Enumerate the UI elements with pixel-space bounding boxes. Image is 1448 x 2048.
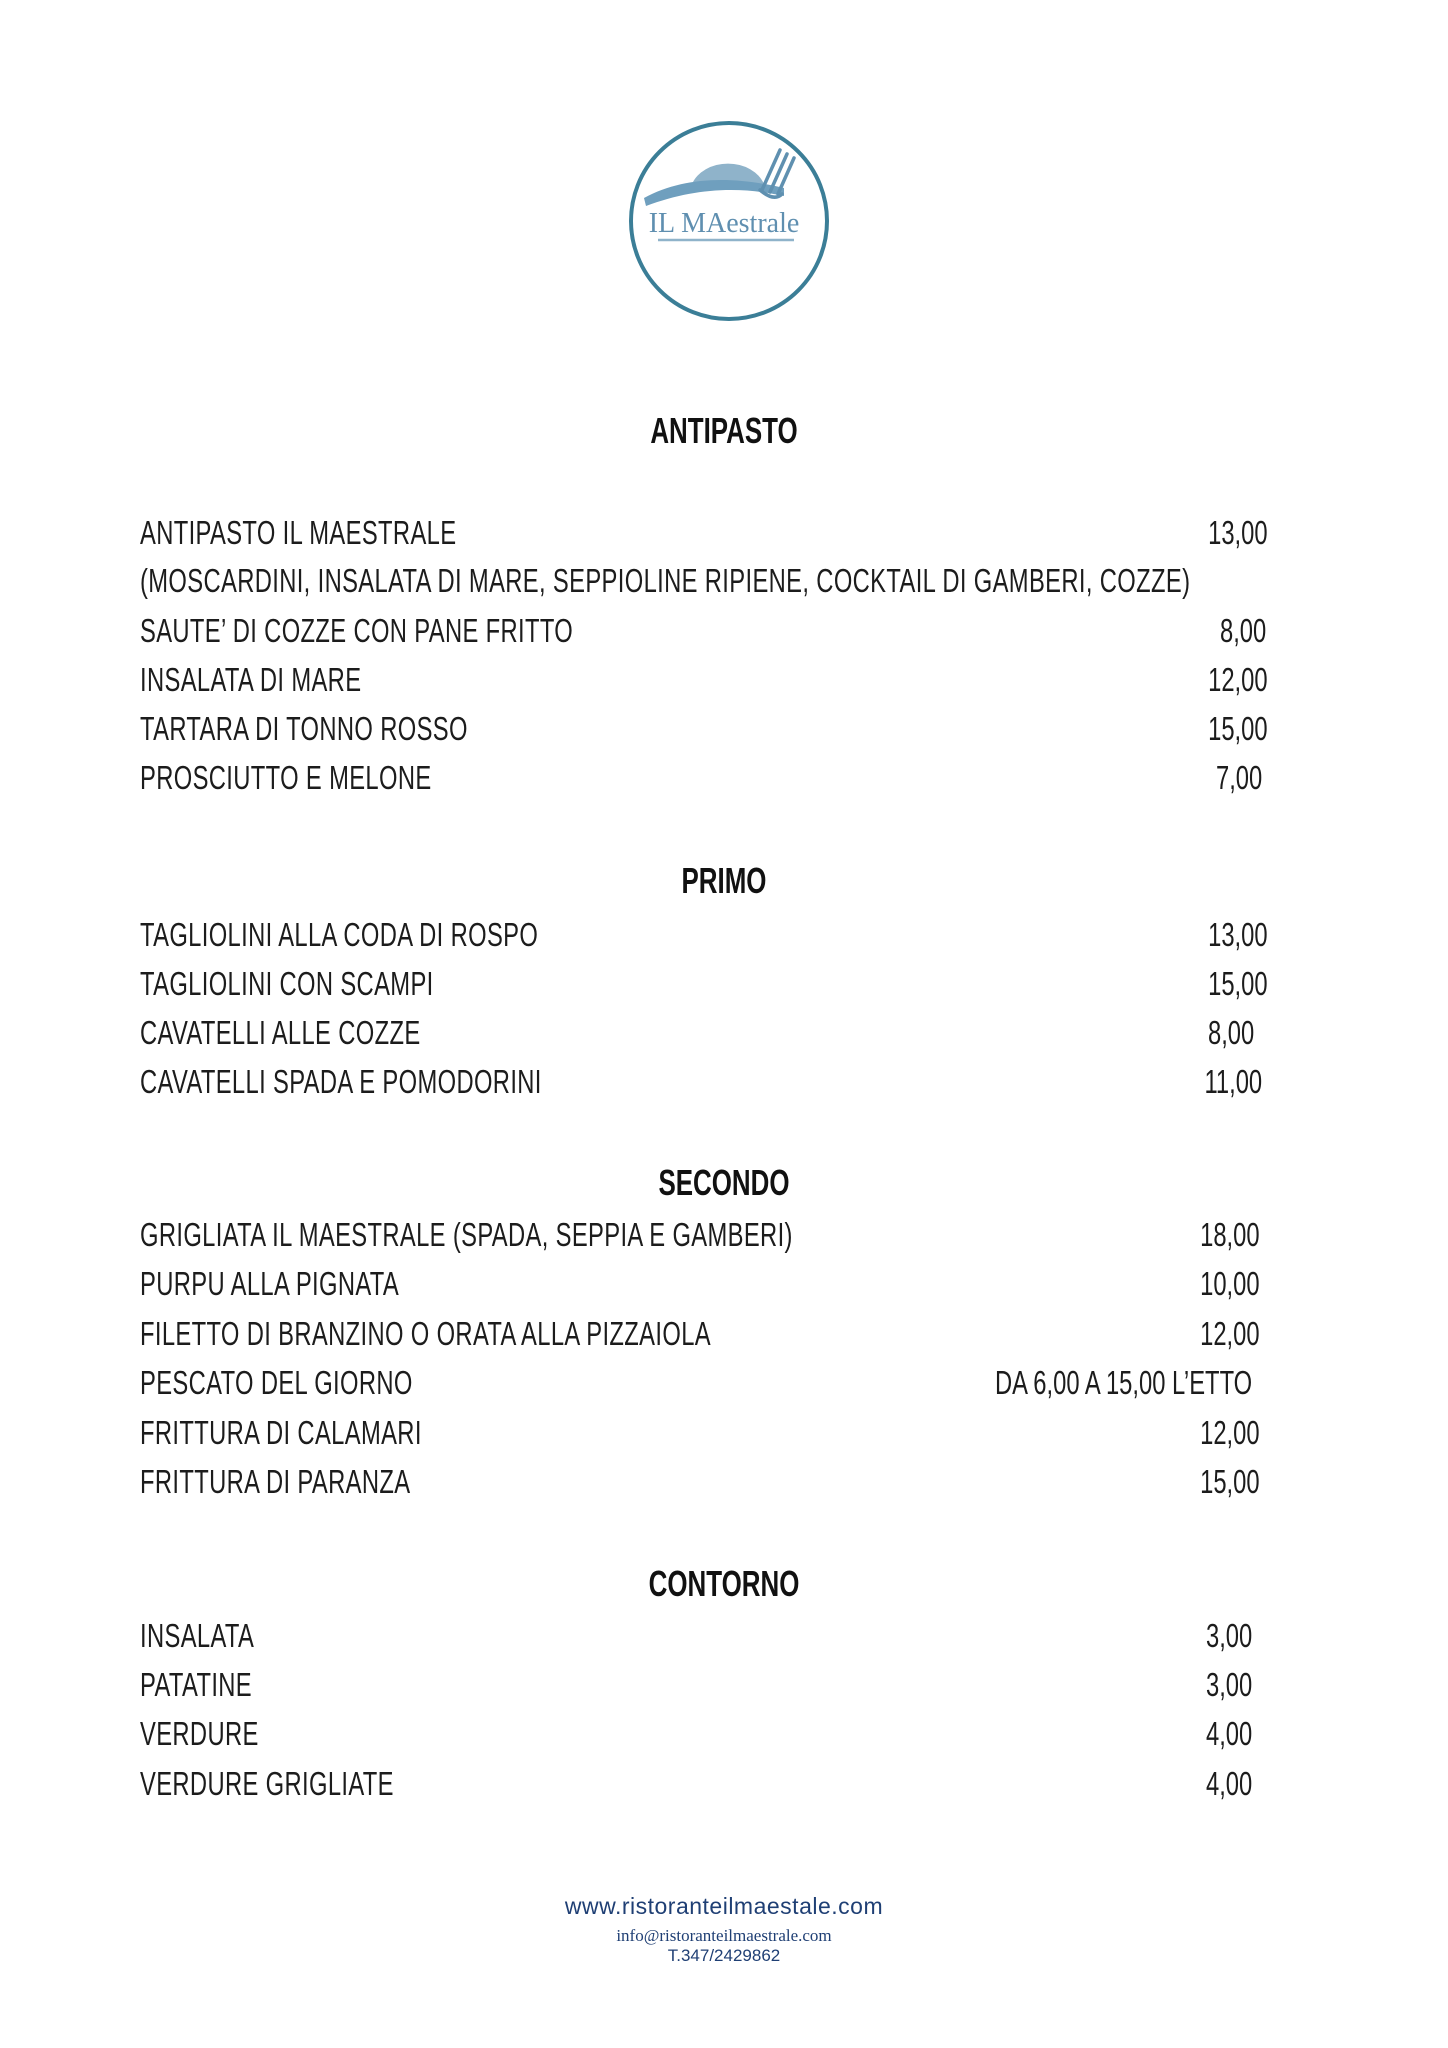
- menu-item-price: 11,00: [1204, 1063, 1262, 1100]
- menu-item-price: 15,00: [1208, 710, 1268, 747]
- menu-item-name: FRITTURA DI CALAMARI: [140, 1414, 422, 1451]
- menu-item-price: 3,00: [1205, 1617, 1252, 1654]
- menu-item: [140, 759, 1340, 807]
- menu-item-name: ANTIPASTO IL MAESTRALE: [140, 514, 457, 551]
- footer: [0, 1893, 1448, 1966]
- menu-item: [140, 1315, 1340, 1363]
- menu-item-price: 12,00: [1200, 1315, 1260, 1352]
- section-title-secondo: SECONDO: [658, 1162, 790, 1203]
- restaurant-logo: [624, 116, 834, 326]
- menu-item-name: TARTARA DI TONNO ROSSO: [140, 710, 468, 747]
- menu-item-name: PROSCIUTTO E MELONE: [140, 759, 432, 796]
- menu-item-price: 8,00: [1207, 1014, 1254, 1051]
- menu-item-name: PESCATO DEL GIORNO: [140, 1364, 413, 1401]
- email-link[interactable]: info@ristoranteilmaestrale.com: [616, 1926, 832, 1945]
- menu-item-name: FRITTURA DI PARANZA: [140, 1463, 411, 1500]
- menu-item: [140, 1063, 1340, 1111]
- menu-item-name: PATATINE: [140, 1666, 253, 1703]
- menu-item: [140, 612, 1340, 660]
- menu-item: [140, 661, 1340, 709]
- menu-item-price: 3,00: [1205, 1666, 1252, 1703]
- website-link[interactable]: www.ristoranteilmaestale.com: [564, 1893, 884, 1919]
- menu-item: [140, 514, 1340, 562]
- menu-item-name: CAVATELLI SPADA E POMODORINI: [140, 1063, 542, 1100]
- menu-item: [140, 1414, 1340, 1462]
- section-title-primo: PRIMO: [681, 860, 767, 901]
- menu-item: [140, 1765, 1340, 1813]
- menu-item-price: 18,00: [1200, 1216, 1260, 1253]
- menu-item-price: DA 6,00 A 15,00 L’ETTO: [994, 1364, 1252, 1401]
- menu-item: [140, 965, 1340, 1013]
- menu-item-name: TAGLIOLINI CON SCAMPI: [140, 965, 434, 1002]
- menu-item-price: 13,00: [1208, 514, 1268, 551]
- menu-item: [140, 1666, 1340, 1714]
- menu-item-name: VERDURE GRIGLIATE: [140, 1765, 394, 1802]
- menu-item-price: 12,00: [1200, 1414, 1260, 1451]
- section-title-contorno: CONTORNO: [648, 1563, 800, 1604]
- logo-graphic: [624, 116, 834, 326]
- menu-item: [140, 1617, 1340, 1665]
- menu-item: [140, 916, 1340, 964]
- menu-item-name: INSALATA: [140, 1617, 255, 1654]
- menu-item-price: 8,00: [1219, 612, 1266, 649]
- logo-text: IL MAestrale: [648, 208, 800, 239]
- section-title-antipasto: ANTIPASTO: [650, 410, 798, 451]
- menu-item-name: (MOSCARDINI, INSALATA DI MARE, SEPPIOLINE RIPIENE, COCKTAIL DI GAMBERI, COZZE): [140, 562, 1191, 599]
- menu-item-price: 10,00: [1200, 1265, 1260, 1302]
- menu-item-name: TAGLIOLINI ALLA CODA DI ROSPO: [140, 916, 539, 953]
- menu-item-price: 15,00: [1200, 1463, 1260, 1500]
- menu-item-price: 4,00: [1205, 1765, 1252, 1802]
- menu-item-name: GRIGLIATA IL MAESTRALE (SPADA, SEPPIA E GAMBERI): [140, 1216, 793, 1253]
- menu-item-name: CAVATELLI ALLE COZZE: [140, 1014, 421, 1051]
- menu-item-name: VERDURE: [140, 1715, 259, 1752]
- menu-item: [140, 1715, 1340, 1763]
- menu-item-name: SAUTE’ DI COZZE CON PANE FRITTO: [140, 612, 574, 649]
- phone-number: T.347/2429862: [667, 1946, 781, 1965]
- menu-item-name: INSALATA DI MARE: [140, 661, 362, 698]
- menu-item-name: FILETTO DI BRANZINO O ORATA ALLA PIZZAIOLA: [140, 1315, 711, 1352]
- menu-item-price: 7,00: [1215, 759, 1262, 796]
- menu-item-description: [140, 562, 1340, 610]
- menu-item: [140, 1364, 1340, 1412]
- menu-item: [140, 1216, 1340, 1264]
- menu-item: [140, 1014, 1340, 1062]
- menu-item: [140, 1463, 1340, 1511]
- menu-item-price: 13,00: [1208, 916, 1268, 953]
- menu-item-price: 12,00: [1208, 661, 1268, 698]
- menu-item-price: 15,00: [1208, 965, 1268, 1002]
- menu-item-name: PURPU ALLA PIGNATA: [140, 1265, 400, 1302]
- menu-item: [140, 1265, 1340, 1313]
- menu-item: [140, 710, 1340, 758]
- menu-item-price: 4,00: [1205, 1715, 1252, 1752]
